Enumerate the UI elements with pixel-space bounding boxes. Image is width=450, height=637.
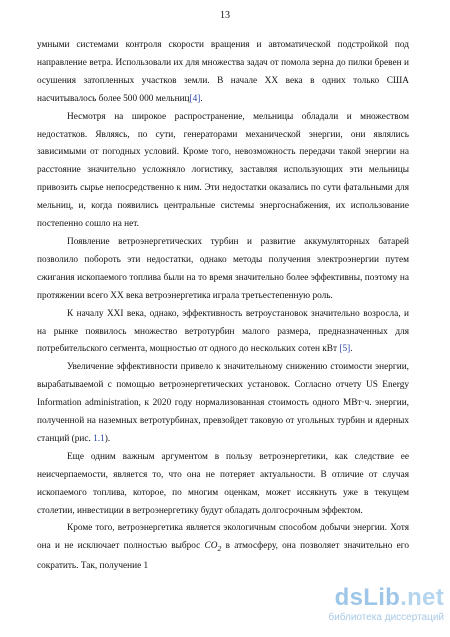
citation-link[interactable]: [4]	[189, 93, 201, 104]
punctuation: .	[350, 344, 353, 355]
paragraph-text-continued: в атмосферу, она позволяет значительно его сократить. Так, получение 1	[37, 541, 409, 572]
page-number: 13	[220, 10, 230, 21]
paragraph-text: Появление ветроэнергетических турбин и развитие аккумуляторных батарей позволило побороть эти недостатки, однако методы получения электроэнергии путем сжигания ископаемого топлива были на то время значительно более эффективны, поэтому на протяжении всего XX века ветроэнергетика играла третьестепенную роль.	[37, 236, 409, 301]
paragraph-text: умными системами контроля скорости вращения и автоматической подстройкой под направление ветра. Использовали их для множества задач от помола зерна до пилки бревен и осушения затопленных участков земли. В начале XX века в одних только США насчитывалось более 500 000 мельниц	[37, 40, 409, 104]
punctuation: .	[200, 93, 203, 104]
document-body	[37, 37, 409, 576]
paragraph-5	[37, 359, 409, 449]
paragraph-text: К началу XXI века, однако, эффективность ветроустановок значительно возросла, и на рынке появилось множество ветротурбин малого размера, предназначенных для потребительского сегмента, мощностью от одного до нескольких сотен кВт	[37, 308, 409, 355]
punctuation: ).	[104, 433, 111, 444]
paragraph-text: Еще одним важным аргументом в пользу ветроэнергетики, как следствие ее неисчерпаемости, является то, что она не потеряет актуальности. В отличие от случая ископаемого топлива, которое, по многим оценкам, может иссякнуть уже в текущем столетии, инвестиции в ветроэнергетику будут обладать долгосрочным эффектом.	[37, 451, 409, 516]
paragraph-text: Увеличение эффективности привело к значительному снижению стоимости энергии, вырабатываемой с помощью ветроэнергетических установок. Согласно отчету US Energy Information administration, к 2020 году нормализованная стоимость одного МВт·ч. энергии, полученной на наземных ветротурбинах, превзойдет таковую от угольных турбин и ядерных станций (рис.	[37, 362, 409, 444]
paragraph-1	[37, 37, 409, 109]
paragraph-6	[37, 449, 409, 521]
watermark-subtitle: библиотека диссертаций	[328, 612, 444, 623]
paragraph-text: Несмотря на широкое распространение, мельницы обладали и множеством недостатков. Являясь, по сути, генераторами механической энергии, они являлись зависимыми от погодных условий. Кроме того, невозможность передачи такой энергии на расстояние значительно усложняло логистику, заставляя использующих эти мельницы привозить сырье непосредственно к ним. Эти недостатки оказались по сути фатальными для мельниц, и, когда появились центральные системы энергоснабжения, их использование постепенно сошло на нет.	[37, 111, 409, 230]
watermark	[312, 585, 444, 629]
paragraph-text: Кроме того, ветроэнергетика является экологичным способом добычи энергии. Хотя она и не исключает полностью выброс	[37, 523, 409, 552]
watermark-logo: dsLib.net	[334, 584, 444, 611]
chemical-formula: $CO_2$	[204, 541, 222, 554]
citation-link[interactable]: [5]	[339, 344, 351, 355]
paragraph-3	[37, 234, 409, 306]
formula-subscript: 2	[217, 544, 222, 554]
paragraph-4	[37, 306, 409, 360]
paragraph-2	[37, 109, 409, 234]
figure-reference-link[interactable]: 1.1	[93, 433, 105, 444]
paragraph-7	[37, 520, 409, 576]
